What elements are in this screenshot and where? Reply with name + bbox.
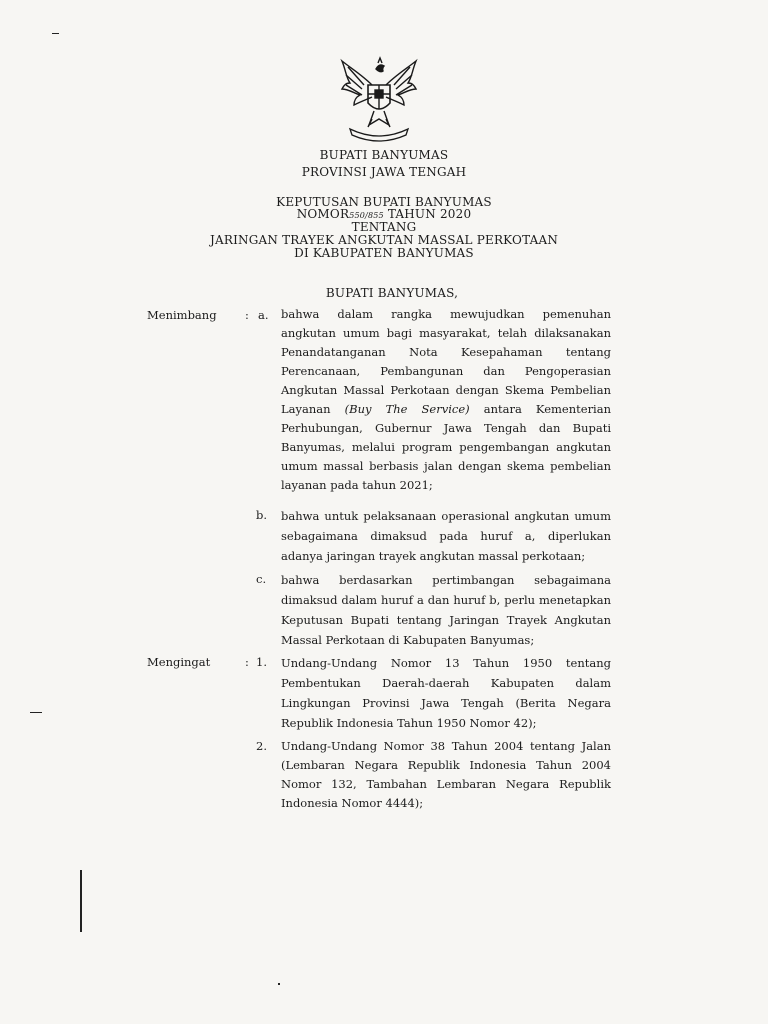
- decree-number-handwritten: 550/855: [349, 211, 384, 220]
- scan-margin-line: [80, 870, 82, 932]
- mengingat-colon: :: [245, 655, 249, 669]
- menimbang-colon: :: [245, 308, 249, 322]
- decree-number-suffix: TAHUN 2020: [387, 207, 472, 221]
- decree-title: KEPUTUSAN BUPATI BANYUMAS: [276, 195, 492, 209]
- menimbang-marker-c: c.: [256, 572, 267, 586]
- mengingat-marker-2: 2.: [256, 739, 267, 753]
- menimbang-label: Menimbang: [147, 308, 217, 322]
- menimbang-item-b: bahwa untuk pelaksanaan operasional angkutan umum sebagaimana dimaksud pada huruf a, diperlukan adanya jaringan trayek angkutan massal perkotaan;: [281, 509, 611, 563]
- menimbang-marker-b: b.: [256, 508, 268, 522]
- mengingat-marker-1: 1.: [256, 655, 267, 669]
- scan-speck: [30, 712, 42, 713]
- garuda-emblem: [334, 55, 424, 143]
- menimbang-item-a-italic: (Buy The Service): [344, 402, 470, 416]
- mengingat-item-2: Undang-Undang Nomor 38 Tahun 2004 tentang Jalan (Lembaran Negara Republik Indonesia Tahun 2004 Nomor 132, Tambahan Lembaran Negara Republik Indonesia Nomor 4444);: [281, 739, 611, 810]
- scan-speck: [278, 983, 280, 985]
- menimbang-item-a-text-2: antara Kementerian Perhubungan, Gubernur Jawa Tengah dan Bupati Banyumas, melalui program pengembangan angkutan umum massal berbasis jalan dengan skema pembelian layanan pada tahun 2021;: [281, 402, 612, 492]
- mengingat-label: Mengingat: [147, 655, 211, 669]
- decree-subject-line1: JARINGAN TRAYEK ANGKUTAN MASSAL PERKOTAAN: [209, 233, 559, 247]
- decree-number: [0, 207, 768, 221]
- decree-about: TENTANG: [351, 220, 417, 234]
- decree-subject-line2: DI KABUPATEN BANYUMAS: [294, 246, 474, 260]
- menimbang-marker-a: a.: [258, 308, 269, 322]
- mengingat-item-1: Undang-Undang Nomor 13 Tahun 1950 tentang Pembentukan Daerah-daerah Kabupaten dalam Lingkungan Provinsi Jawa Tengah (Berita Negara Republik Indonesia Tahun 1950 Nomor 42);: [281, 656, 611, 730]
- office-heading: BUPATI BANYUMAS: [319, 148, 449, 162]
- menimbang-item-a-text-1: bahwa dalam rangka mewujudkan pemenuhan angkutan umum bagi masyarakat, telah dilaksanakan Penandatanganan Nota Kesepahaman tentang Perencanaan, Pembangunan dan Pengoperasian Angkutan Massal Perkotaan dengan Skema Pembelian Layanan: [281, 307, 611, 416]
- menimbang-item-a: [281, 305, 611, 495]
- issuer-line: BUPATI BANYUMAS,: [325, 286, 459, 300]
- province-heading: PROVINSI JAWA TENGAH: [301, 165, 467, 179]
- menimbang-item-c: bahwa berdasarkan pertimbangan sebagaimana dimaksud dalam huruf a dan huruf b, perlu menetapkan Keputusan Bupati tentang Jaringan Trayek Angkutan Massal Perkotaan di Kabupaten Banyumas;: [281, 573, 611, 647]
- scan-speck: [52, 33, 59, 34]
- decree-number-prefix: NOMOR: [296, 207, 350, 221]
